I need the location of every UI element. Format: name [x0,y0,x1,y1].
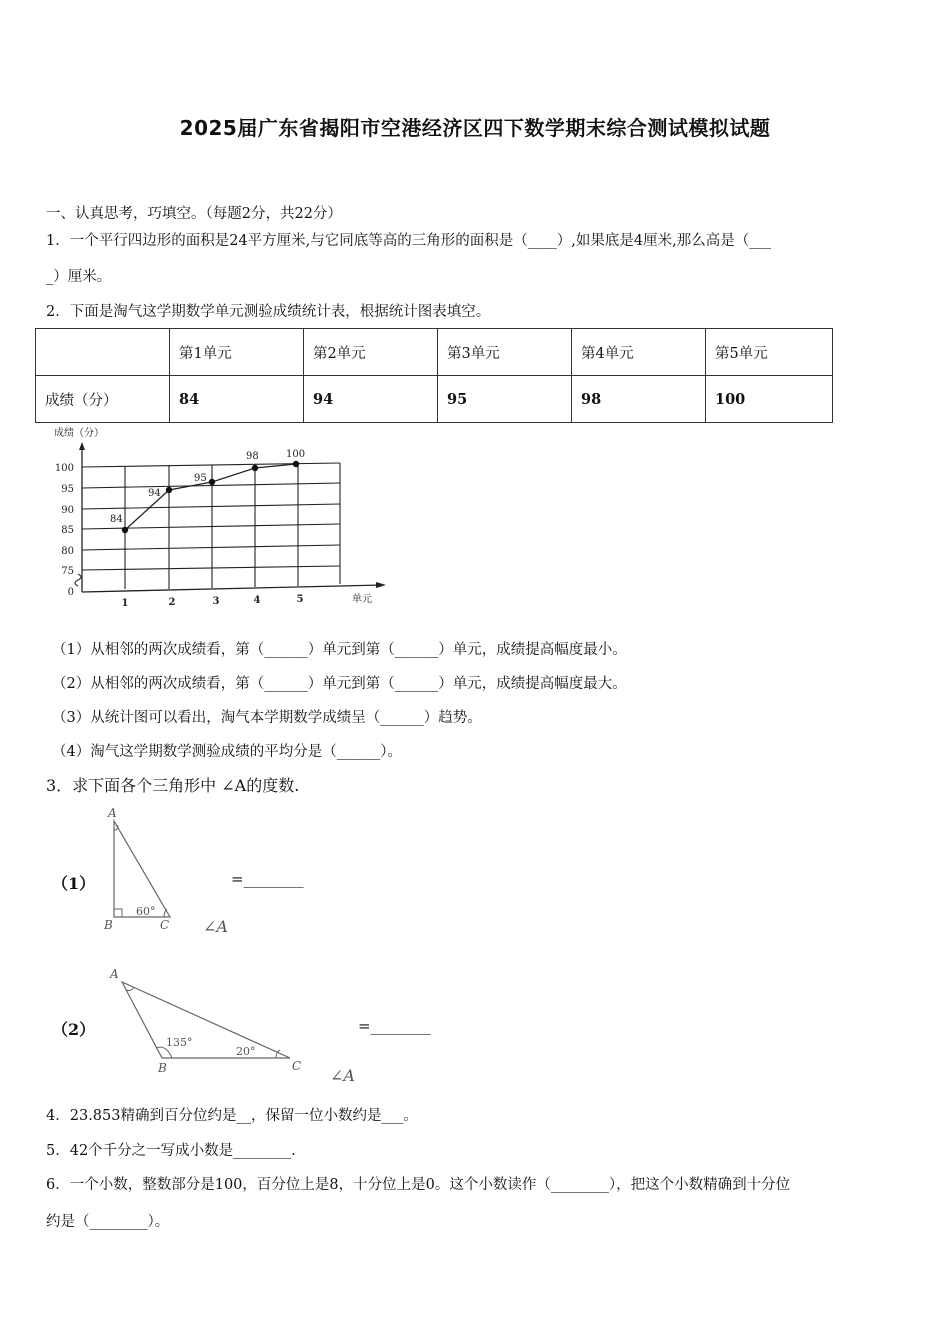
score-line-chart [40,422,410,617]
table-cell: 100 [706,376,833,423]
section-heading: 一、认真思考，巧填空。（每题2分，共22分） [46,206,342,222]
triangle-2-figure [100,962,320,1077]
triangle-1-figure [100,805,190,935]
vertex-label: B [158,1061,167,1075]
table-header-cell: 第4单元 [572,329,706,376]
axis-break-icon [75,574,81,586]
angle-label-b: 135° [166,1036,193,1049]
question-1-line-1: 1．一个平行四边形的面积是24平方厘米,与它同底等高的三角形的面积是（____）,如果底是4厘米,那么高是（___ [46,233,771,249]
question-4: 4．23.853精确到百分位约是__，保留一位小数约是___。 [46,1108,418,1124]
svg-text:95: 95 [61,484,74,495]
svg-text:100: 100 [286,449,306,460]
question-6-line-2: 约是（________）。 [46,1214,170,1230]
chart-x-axis-label: 单元 [352,594,372,605]
angle-label-c: 20° [236,1045,256,1058]
triangle-1-label: （1） [52,874,96,893]
svg-text:94: 94 [148,488,161,499]
svg-text:5: 5 [296,594,304,605]
svg-text:0: 0 [67,587,74,598]
svg-text:3: 3 [212,596,220,607]
table-header-cell: 第1单元 [170,329,304,376]
table-cell: 94 [304,376,438,423]
vertex-label: C [292,1059,302,1073]
table-row [36,376,833,423]
question-3-intro: 3．求下面各个三角形中 ∠A的度数. [46,776,300,795]
x-axis-arrow-icon [376,582,386,588]
table-header-cell: 第3单元 [438,329,572,376]
chart-y-axis-label: 成绩（分） [54,428,104,439]
angle-a-label: ∠A [330,1066,355,1085]
table-row-label: 成绩（分） [36,376,170,423]
question-6-line-1: 6．一个小数，整数部分是100，百分位上是8，十分位上是0。这个小数读作（________），把这个小数精确到十分位 [46,1177,791,1193]
svg-text:95: 95 [194,473,207,484]
table-cell: 98 [572,376,706,423]
svg-text:90: 90 [61,505,74,516]
table-header-cell [36,329,170,376]
x-axis [82,585,382,592]
vertex-label: A [108,806,117,820]
triangle-2-label: （2） [52,1020,96,1039]
svg-text:75: 75 [61,566,74,577]
question-5: 5．42个千分之一写成小数是________. [46,1143,296,1159]
question-1-line-2: _）厘米。 [46,269,112,285]
table-header-cell: 第2单元 [304,329,438,376]
svg-text:1: 1 [121,598,129,609]
y-axis-arrow-icon [79,442,85,450]
page-title: 2025届广东省揭阳市空港经济区四下数学期末综合测试模拟试题 [179,116,771,140]
svg-text:100: 100 [54,463,74,474]
table-cell: 84 [170,376,304,423]
answer-blank[interactable]: =________ [358,1017,431,1035]
vertex-label: C [160,918,170,932]
x-tick-labels [122,594,304,609]
answer-blank[interactable]: =________ [231,870,304,888]
table-cell: 95 [438,376,572,423]
y-tick-labels [55,463,74,598]
question-2-sub-1: （1）从相邻的两次成绩看，第（______）单元到第（______）单元，成绩提高幅度最小。 [52,642,627,658]
question-2-intro: 2．下面是淘气这学期数学单元测验成绩统计表，根据统计图表填空。 [46,304,491,320]
question-2-sub-2: （2）从相邻的两次成绩看，第（______）单元到第（______）单元，成绩提高幅度最大。 [52,676,627,692]
angle-label: 60° [136,905,156,918]
table-header-cell: 第5单元 [706,329,833,376]
svg-text:80: 80 [61,546,74,557]
svg-text:4: 4 [253,595,261,606]
svg-text:85: 85 [61,525,74,536]
table-header-row [36,329,833,376]
svg-text:84: 84 [110,514,123,525]
question-2-sub-4: （4）淘气这学期数学测验成绩的平均分是（______）。 [52,744,402,760]
vertex-label: A [110,967,119,981]
angle-a-label: ∠A [203,917,228,936]
svg-text:98: 98 [246,451,259,462]
svg-text:2: 2 [168,597,176,608]
question-2-sub-3: （3）从统计图可以看出，淘气本学期数学成绩呈（______）趋势。 [52,710,482,726]
score-table [35,328,833,423]
vertex-label: B [104,918,113,932]
